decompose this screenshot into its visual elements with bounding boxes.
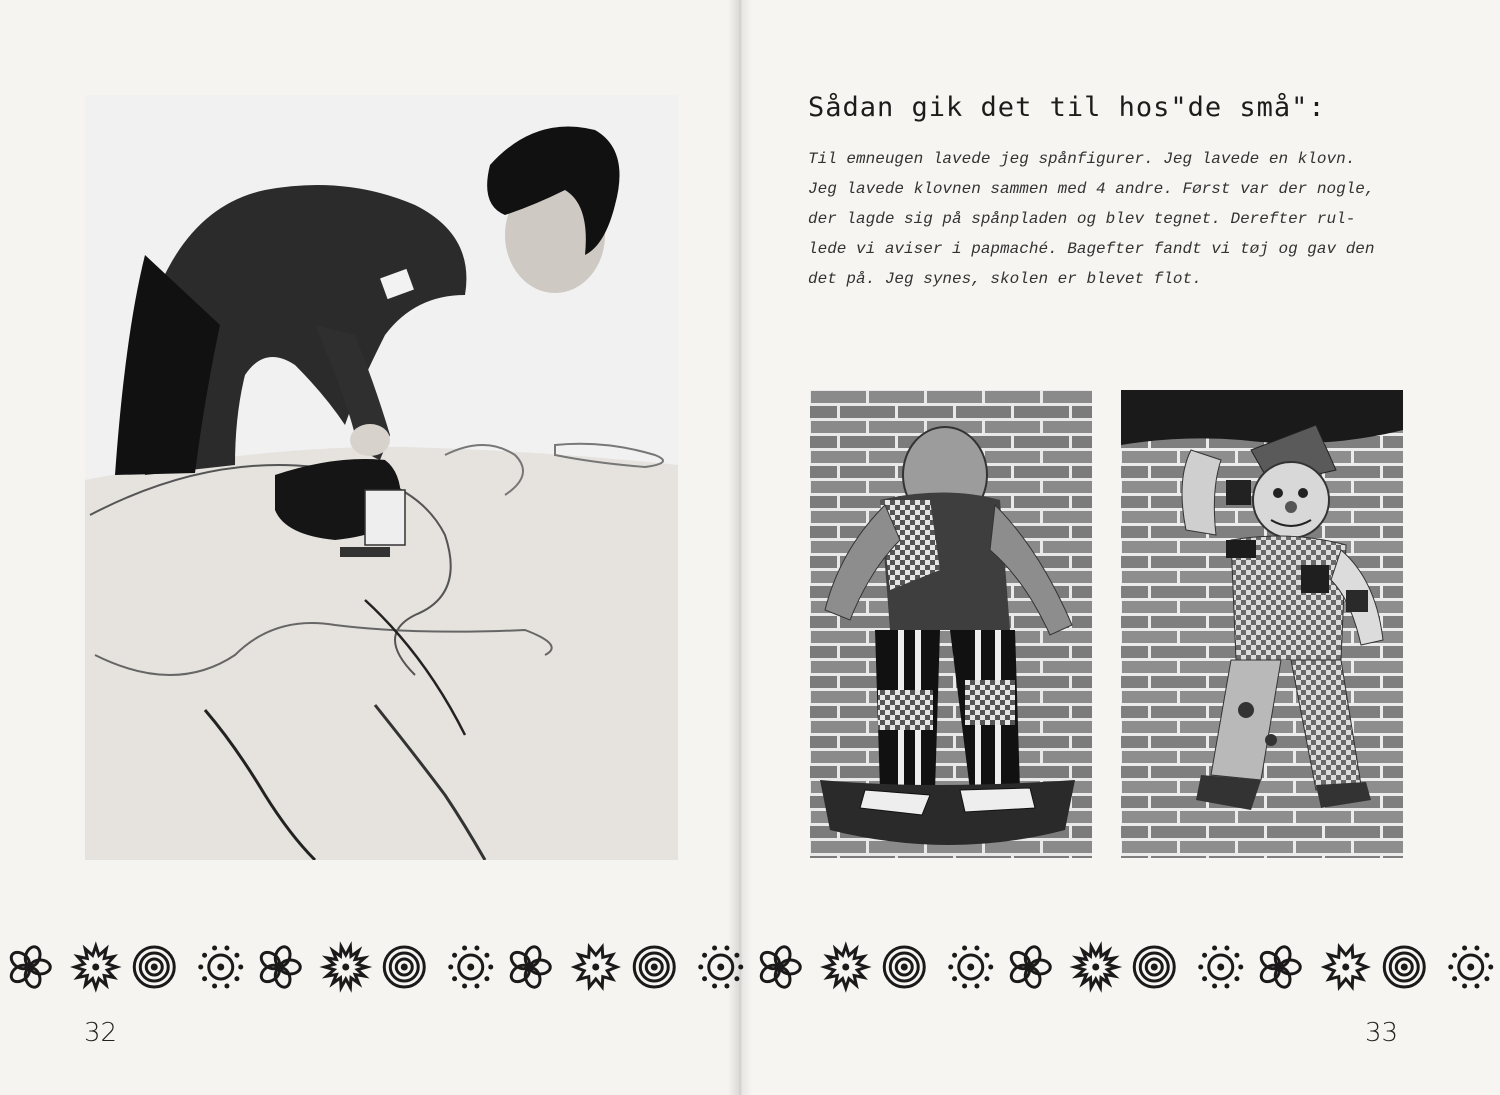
left-page xyxy=(0,0,740,1095)
flower-icon xyxy=(1008,945,1050,989)
flower-icon xyxy=(1258,945,1300,989)
flower-icon xyxy=(1134,947,1174,987)
story-paragraph xyxy=(808,144,1408,294)
flower-icon xyxy=(198,945,243,988)
flower-icon xyxy=(8,945,50,989)
flower-icon xyxy=(884,947,924,987)
flower-icon xyxy=(758,945,800,989)
flower-icon xyxy=(698,945,743,988)
flower-icon xyxy=(325,947,367,988)
flower-icon xyxy=(825,946,867,988)
flower-icon xyxy=(634,947,674,987)
paragraph-line: der lagde sig på spånpladen og blev tegnet. Derefter rul- xyxy=(808,210,1356,228)
flower-icon xyxy=(75,946,117,988)
clown-figure-image xyxy=(1121,390,1403,858)
page-number: 32 xyxy=(84,1018,118,1048)
flower-icon xyxy=(384,947,424,987)
flower-icon xyxy=(575,947,617,987)
paragraph-line: Til emneugen lavede jeg spånfigurer. Jeg lavede en klovn. xyxy=(808,150,1356,168)
flower-icon xyxy=(1325,947,1367,987)
figure-photo-left xyxy=(810,390,1092,858)
figure-photo-right xyxy=(1121,390,1403,858)
flower-border xyxy=(0,932,1500,1002)
paragraph-line: det på. Jeg synes, skolen er blevet flot. xyxy=(808,270,1202,288)
book-gutter xyxy=(728,0,752,1095)
jigsaw-photo xyxy=(85,95,678,860)
flower-icon xyxy=(134,947,174,987)
flower-icon xyxy=(1448,945,1493,988)
paragraph-line: Jeg lavede klovnen sammen med 4 andre. Først var der nogle, xyxy=(808,180,1375,198)
papier-mache-figure-image xyxy=(810,390,1092,858)
flower-icon xyxy=(258,945,300,989)
jigsaw-photo-image xyxy=(85,95,678,860)
flower-icon xyxy=(1198,945,1243,988)
flower-icon xyxy=(948,945,993,988)
flower-icon xyxy=(508,945,550,989)
flower-icon xyxy=(1075,947,1117,988)
flower-icon xyxy=(1384,947,1424,987)
flower-icon xyxy=(448,945,493,988)
page-heading: Sådan gik det til hos"de små": xyxy=(808,92,1326,123)
page-number: 33 xyxy=(1365,1018,1399,1048)
paragraph-line: lede vi aviser i papmaché. Bagefter fandt vi tøj og gav den xyxy=(808,240,1375,258)
